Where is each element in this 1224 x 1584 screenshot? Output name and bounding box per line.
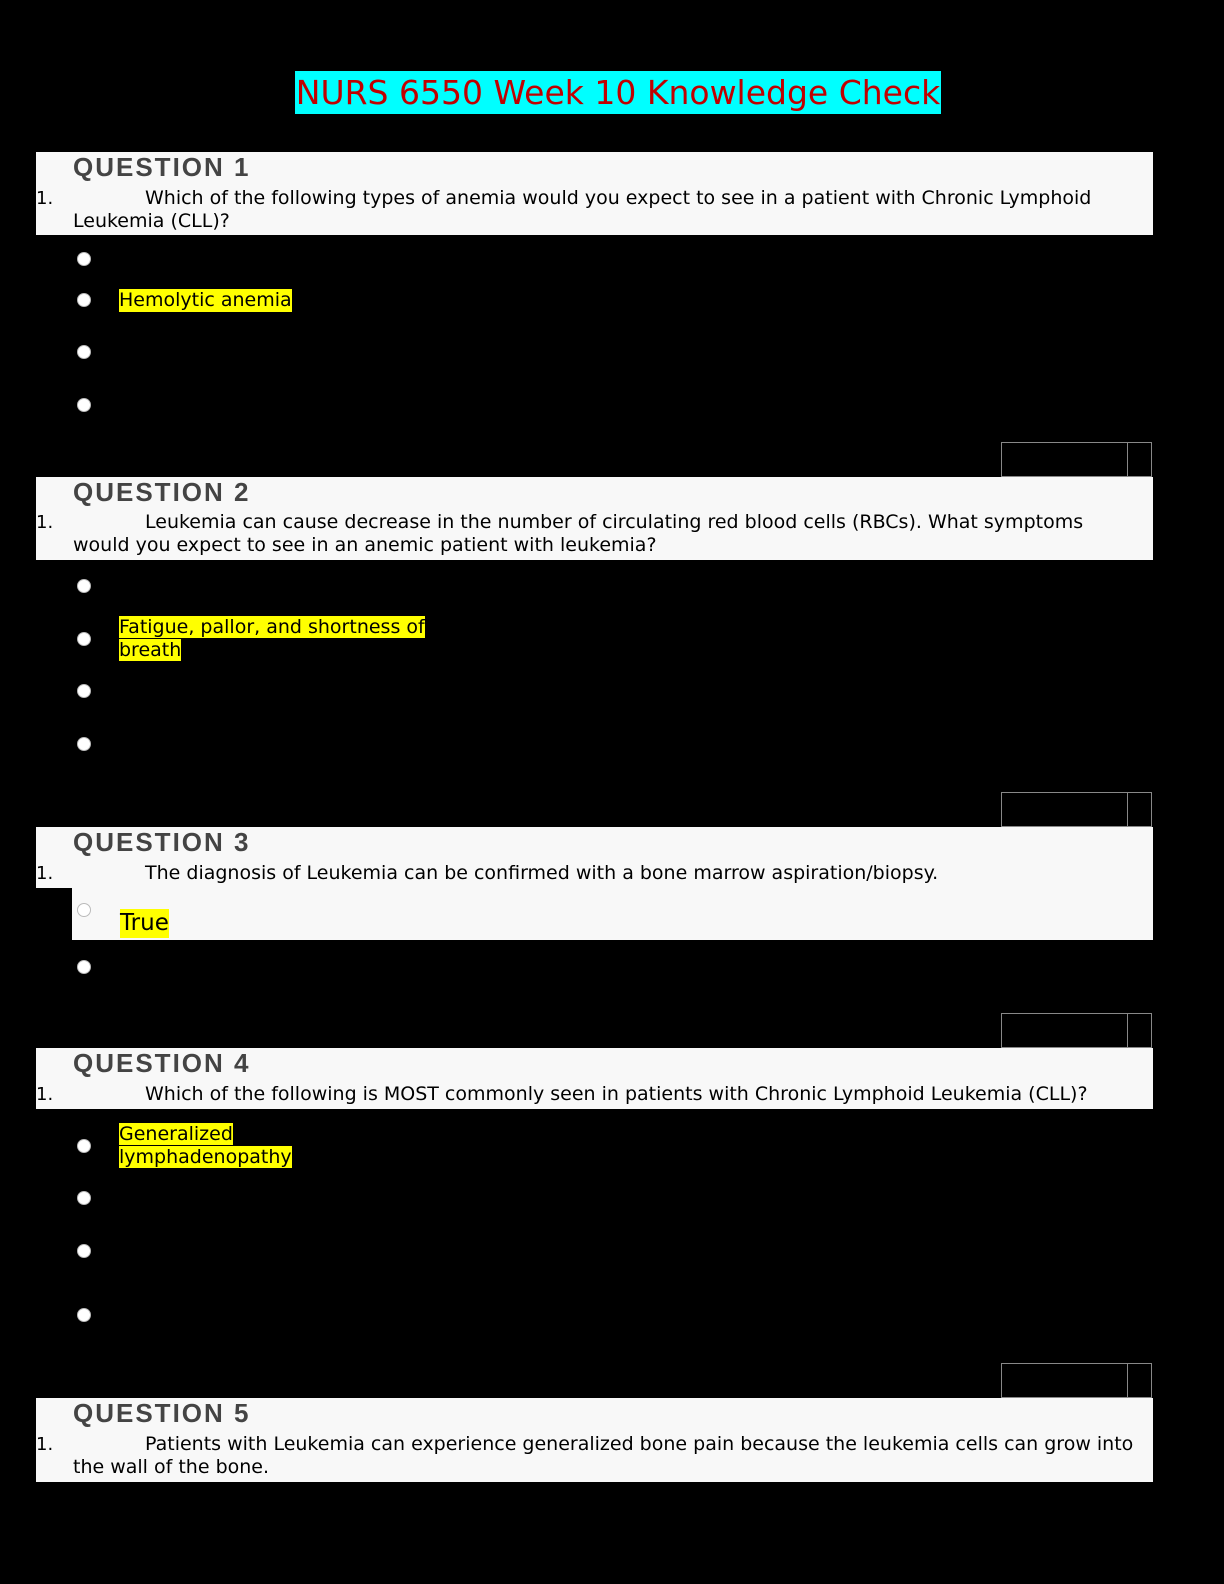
- question-1-option-4-radio[interactable]: [77, 398, 91, 412]
- question-3-score-box: [1001, 1013, 1152, 1048]
- question-3-heading: QUESTION 3: [73, 827, 251, 857]
- question-3-text: The diagnosis of Leukemia can be confirmed with a bone marrow aspiration/biopsy.: [145, 862, 939, 884]
- question-3-answer-row: [72, 888, 1153, 940]
- question-1-text: Which of the following types of anemia would you expect to see in a patient with Chronic Lymphoid Leukemia (CLL)?: [73, 187, 1092, 232]
- question-1-option-1-radio[interactable]: [77, 252, 91, 266]
- question-2-score-box: [1001, 792, 1152, 827]
- question-4-option-1-radio[interactable]: [77, 1139, 91, 1153]
- question-2-option-4-radio[interactable]: [77, 737, 91, 751]
- question-2-box: [36, 477, 1153, 560]
- question-4-heading: QUESTION 4: [73, 1048, 251, 1078]
- question-2-option-2-radio[interactable]: [77, 632, 91, 646]
- question-4-option-2-radio[interactable]: [77, 1191, 91, 1205]
- question-2-option-1-radio[interactable]: [77, 579, 91, 593]
- question-5-heading: QUESTION 5: [73, 1398, 251, 1428]
- question-4-text: Which of the following is MOST commonly seen in patients with Chronic Lymphoid Leukemia (CLL)?: [145, 1083, 1088, 1105]
- document-title: NURS 6550 Week 10 Knowledge Check: [295, 73, 941, 112]
- question-2-answer-line-1: Fatigue, pallor, and shortness of: [119, 616, 425, 638]
- question-4-option-4-radio[interactable]: [77, 1308, 91, 1322]
- question-4-highlighted-answer: [119, 1123, 292, 1169]
- question-1-number: 1.: [36, 188, 54, 209]
- question-4-answer-line-2: lymphadenopathy: [119, 1146, 292, 1168]
- question-4-option-3-radio[interactable]: [77, 1244, 91, 1258]
- question-2-heading: QUESTION 2: [73, 477, 251, 507]
- question-2-answer-line-2: breath: [119, 639, 182, 661]
- question-3-number: 1.: [36, 863, 54, 884]
- question-1-score-box: [1001, 442, 1152, 477]
- question-4-answer-line-1: Generalized: [119, 1123, 233, 1145]
- question-1-highlighted-answer: Hemolytic anemia: [119, 289, 292, 311]
- question-1-option-2-radio[interactable]: [77, 293, 91, 307]
- question-3-highlighted-answer: True: [120, 910, 169, 936]
- question-5-box: [36, 1398, 1153, 1482]
- question-4-number: 1.: [36, 1084, 54, 1105]
- question-5-number: 1.: [36, 1434, 54, 1455]
- question-3-option-2-radio[interactable]: [77, 960, 91, 974]
- question-3-box: [36, 827, 1153, 888]
- question-3-option-1-radio[interactable]: [77, 903, 91, 917]
- question-2-text: Leukemia can cause decrease in the number of circulating red blood cells (RBCs). What symptoms would you expect to see in an anemic patient with leukemia?: [73, 511, 1084, 556]
- question-2-option-3-radio[interactable]: [77, 684, 91, 698]
- question-1-heading: QUESTION 1: [73, 152, 251, 182]
- question-4-box: [36, 1048, 1153, 1109]
- question-4-score-box: [1001, 1363, 1152, 1398]
- question-5-text: Patients with Leukemia can experience generalized bone pain because the leukemia cells can grow into the wall of the bone.: [73, 1433, 1134, 1478]
- question-1-box: [36, 152, 1153, 235]
- question-2-highlighted-answer: [119, 616, 425, 662]
- question-2-number: 1.: [36, 512, 54, 533]
- question-1-option-3-radio[interactable]: [77, 345, 91, 359]
